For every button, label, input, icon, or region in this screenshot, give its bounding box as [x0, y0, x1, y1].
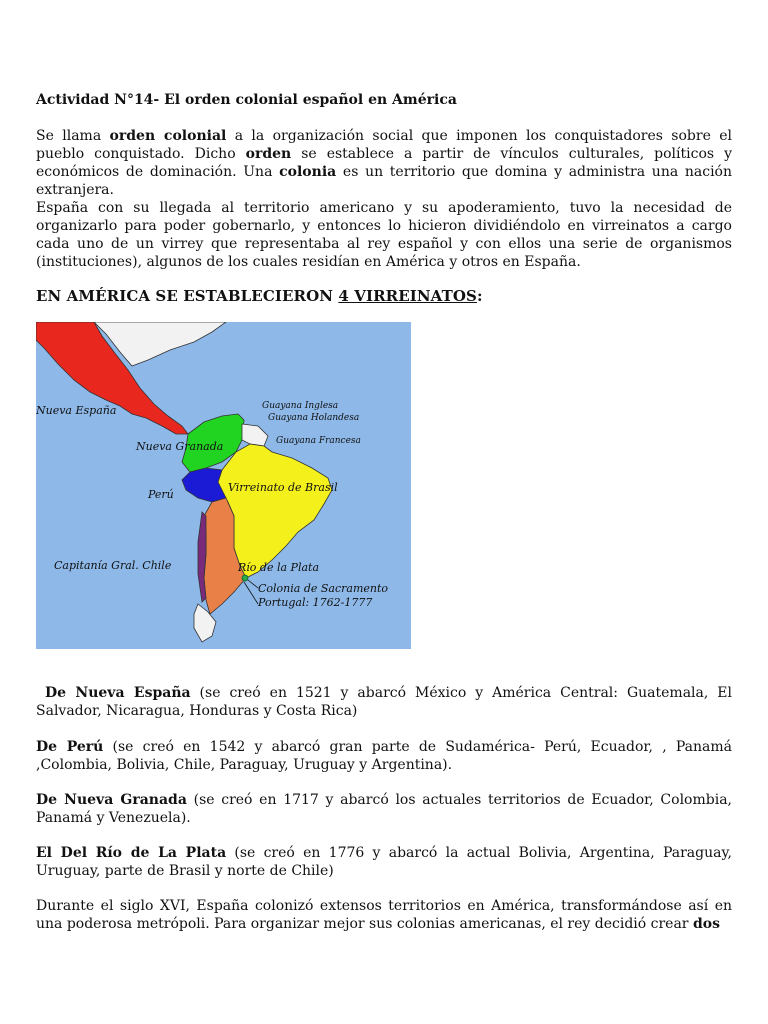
term-colonia: colonia	[279, 164, 337, 180]
label-nueva-granada: Nueva Granada	[136, 440, 224, 453]
label-guayana-inglesa: Guayana Inglesa	[262, 401, 339, 411]
item-peru: De Perú (se creó en 1542 y abarcó gran parte de Sudamérica- Perú, Ecuador, , Panamá ,Colombia, Bolivia, Chile, Paraguay, Uruguay y Argentina).	[36, 739, 732, 773]
label-brasil: Virreinato de Brasil	[228, 481, 338, 494]
item-nueva-granada: De Nueva Granada (se creó en 1717 y abarcó los actuales territorios de Ecuador, Colombia, Panamá y Venezuela).	[36, 792, 732, 826]
section-heading: EN AMÉRICA SE ESTABLECIERON 4 VIRREINATOS:	[36, 287, 483, 305]
item-rio-de-la-plata: El Del Río de La Plata (se creó en 1776 y abarcó la actual Bolivia, Argentina, Paraguay, Uruguay, parte de Brasil y norte de Chile)	[36, 845, 732, 879]
label-sacramento: Colonia de Sacramento	[258, 582, 389, 595]
heading-underlined: 4 VIRREINATOS	[338, 287, 477, 305]
label-portugal: Portugal: 1762-1777	[258, 596, 373, 609]
item-nueva-espana: De Nueva España (se creó en 1521 y abarcó México y América Central: Guatemala, El Salvador, Nicaragua, Honduras y Costa Rica)	[36, 685, 732, 719]
paragraph-siglo-xvi: Durante el siglo XVI, España colonizó extensos territorios en América, transformándose así en una poderosa metrópoli. Para organizar mejor sus colonias americanas, el rey decidió crear dos	[36, 898, 732, 932]
label-rio-de-la-plata: Río de la Plata	[238, 561, 319, 574]
paragraph-orden-colonial: Se llama orden colonial a la organización social que imponen los conquistadores sobre el pueblo conquistado. Dicho orden se establece a partir de vínculos culturales, políticos y económicos de dominación. Una colonia es un territorio que domina y administra una nación extranjera.	[36, 128, 732, 198]
label-peru: Perú	[148, 488, 174, 501]
label-chile: Capitanía Gral. Chile	[54, 559, 172, 572]
term-orden-colonial: orden colonial	[109, 128, 227, 144]
paragraph-espana-llegada: España con su llegada al territorio americano y su apoderamiento, tuvo la necesidad de organizarlo para poder gobernarlo, y entonces lo hicieron dividiéndolo en virreinatos a cargo cada uno de un virrey que representaba al rey español y con ellos una serie de organismos (instituciones), algunos de los cuales residían en América y otros en España.	[36, 200, 732, 270]
term-orden: orden	[245, 146, 292, 162]
page-title: Actividad N°14- El orden colonial español en América	[36, 92, 457, 108]
label-nueva-espana: Nueva España	[36, 404, 117, 417]
map-marker-sacramento	[242, 575, 248, 581]
virreinatos-map	[36, 322, 411, 649]
label-guayana-holandesa: Guayana Holandesa	[268, 413, 360, 423]
label-guayana-francesa: Guayana Francesa	[276, 436, 361, 446]
